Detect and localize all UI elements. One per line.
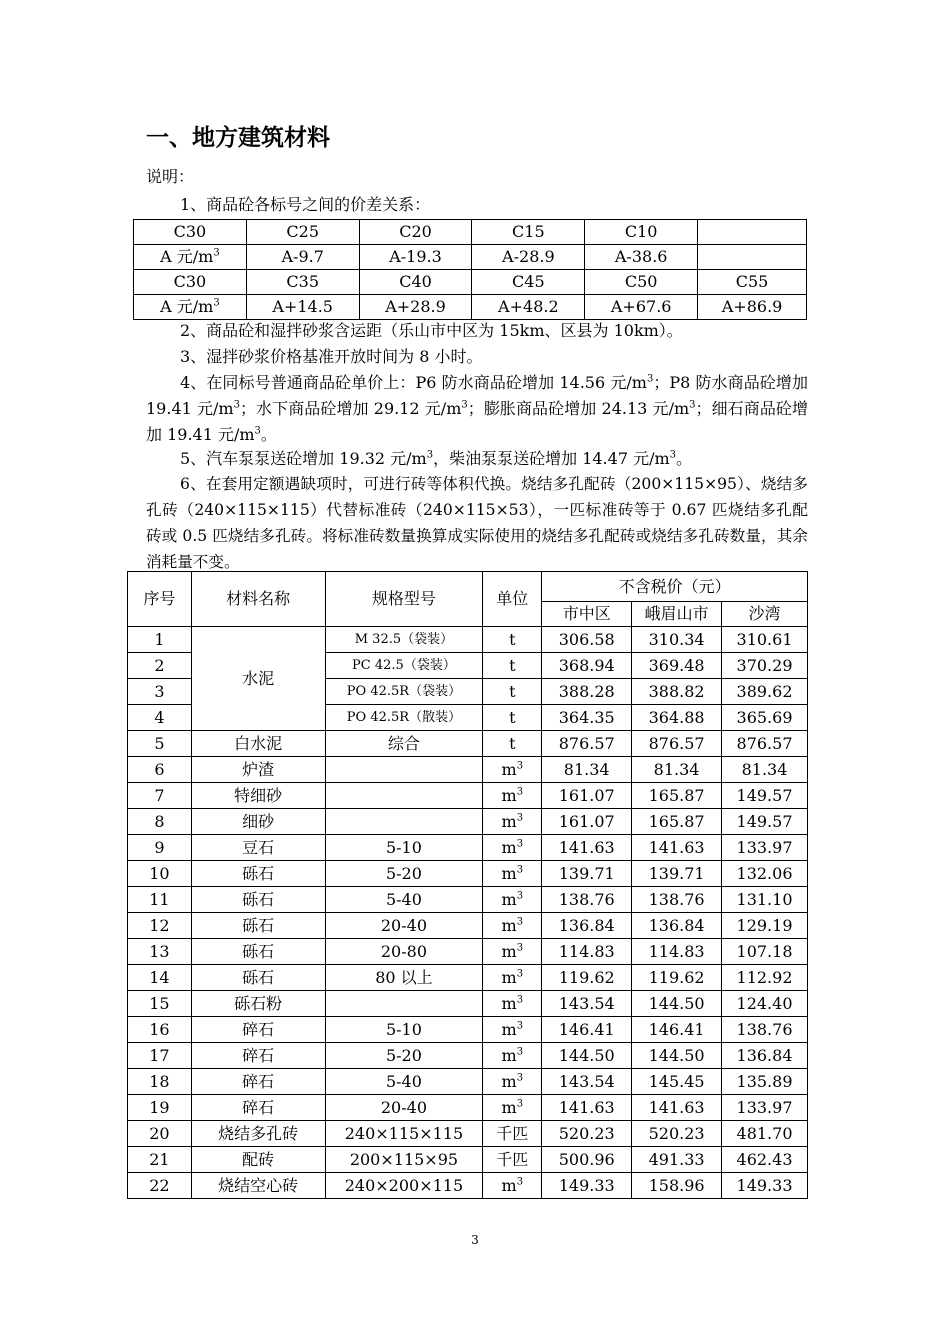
cell-price: 481.70 (722, 1121, 808, 1147)
table-row (128, 809, 808, 835)
table-row (128, 835, 808, 861)
cell-price: 141.63 (542, 1095, 632, 1121)
cell-price: 365.69 (722, 705, 808, 731)
cell-no: 3 (128, 679, 192, 705)
cell-unit: $m^3$ (483, 809, 542, 835)
grade-cell: A+14.5 (246, 295, 359, 320)
cell-price: 462.43 (722, 1147, 808, 1173)
cell-unit: 千匹 (483, 1121, 542, 1147)
grade-cell: A+48.2 (472, 295, 585, 320)
cell-no: 7 (128, 783, 192, 809)
cell-price: 144.50 (542, 1043, 632, 1069)
cell-name: 碎石 (191, 1043, 325, 1069)
cell-unit: t (483, 705, 542, 731)
cell-name: 豆石 (191, 835, 325, 861)
cell-price: 520.23 (632, 1121, 722, 1147)
grade-row (134, 270, 807, 295)
cell-price: 114.83 (632, 939, 722, 965)
cell-unit: t (483, 653, 542, 679)
cell-unit: $m^3$ (483, 913, 542, 939)
grade-cell: C10 (585, 220, 698, 245)
cell-price: 124.40 (722, 991, 808, 1017)
cell-price: 133.97 (722, 835, 808, 861)
grade-cell: A 元$/m^3$ (134, 245, 247, 270)
cell-price: 876.57 (722, 731, 808, 757)
cell-name: 碎石 (191, 1069, 325, 1095)
cell-price: 364.88 (632, 705, 722, 731)
cell-price: 143.54 (542, 1069, 632, 1095)
section-heading: 一、地方建筑材料 (146, 125, 330, 151)
table-row (128, 965, 808, 991)
cell-spec: 5-20 (325, 1043, 483, 1069)
cell-name: 砾石粉 (191, 991, 325, 1017)
cell-no: 12 (128, 913, 192, 939)
cell-unit: t (483, 627, 542, 653)
header-price-group: 不含税价（元） (542, 572, 808, 602)
cell-no: 6 (128, 757, 192, 783)
cell-unit: $m^3$ (483, 835, 542, 861)
cell-price: 132.06 (722, 861, 808, 887)
grade-row (134, 295, 807, 320)
cell-price: 119.62 (632, 965, 722, 991)
cell-price: 133.97 (722, 1095, 808, 1121)
cell-price: 165.87 (632, 783, 722, 809)
cell-price: 138.76 (542, 887, 632, 913)
cell-unit: t (483, 731, 542, 757)
cell-price: 158.96 (632, 1173, 722, 1199)
grade-cell: C15 (472, 220, 585, 245)
grade-cell: C35 (246, 270, 359, 295)
cell-unit: $m^3$ (483, 1043, 542, 1069)
table-row (128, 939, 808, 965)
cell-unit: $m^3$ (483, 991, 542, 1017)
cell-price: 129.19 (722, 913, 808, 939)
cell-spec (325, 991, 483, 1017)
grade-cell: C20 (359, 220, 472, 245)
cell-price: 81.34 (542, 757, 632, 783)
grade-cell: C30 (134, 220, 247, 245)
cell-price: 112.92 (722, 965, 808, 991)
note-6: 6、在套用定额遇缺项时，可进行砖等体积代换。烧结多孔配砖（200×115×95）、烧结多孔砖（240×115×115）代替标准砖（240×115×53），一匹标准砖等于 0.67 匹烧结多孔配砖或 0.5 匹烧结多孔砖。将标准砖数量换算成实际使用的烧结多孔配砖或烧结多孔砖数量，其余消耗量不变。 (146, 475, 808, 571)
grade-cell: C25 (246, 220, 359, 245)
grade-cell: A+28.9 (359, 295, 472, 320)
cell-spec (325, 809, 483, 835)
cell-price: 368.94 (542, 653, 632, 679)
cell-unit: $m^3$ (483, 939, 542, 965)
cell-price: 143.54 (542, 991, 632, 1017)
cell-price: 876.57 (542, 731, 632, 757)
table-row (128, 991, 808, 1017)
cell-price: 81.34 (722, 757, 808, 783)
cell-price: 138.76 (632, 887, 722, 913)
cell-spec: PC 42.5（袋装） (325, 653, 483, 679)
cell-name-cement: 水泥 (191, 627, 325, 731)
cell-price: 370.29 (722, 653, 808, 679)
cell-price: 388.28 (542, 679, 632, 705)
header-spec: 规格型号 (325, 572, 483, 627)
table-row (128, 1017, 808, 1043)
cell-spec: 20-40 (325, 1095, 483, 1121)
cell-price: 135.89 (722, 1069, 808, 1095)
cell-name: 砾石 (191, 861, 325, 887)
cell-name: 碎石 (191, 1095, 325, 1121)
cell-spec: PO 42.5R（袋装） (325, 679, 483, 705)
header-name: 材料名称 (191, 572, 325, 627)
cell-no: 11 (128, 887, 192, 913)
cell-price: 306.58 (542, 627, 632, 653)
grade-price-table (133, 219, 807, 320)
cell-spec: 综合 (325, 731, 483, 757)
page-number: 3 (471, 1233, 479, 1247)
header-region-2: 峨眉山市 (632, 602, 722, 627)
cell-no: 8 (128, 809, 192, 835)
cell-price: 364.35 (542, 705, 632, 731)
note-5: 5、汽车泵泵送砼增加 19.32 元$/m^3$，柴油泵泵送砼增加 14.47 元$/m^3$。 (180, 449, 693, 468)
grade-cell: C55 (698, 270, 807, 295)
cell-price: 138.76 (722, 1017, 808, 1043)
cell-spec: 5-10 (325, 835, 483, 861)
grade-cell: A 元$/m^3$ (134, 295, 247, 320)
cell-no: 14 (128, 965, 192, 991)
cell-spec: 5-10 (325, 1017, 483, 1043)
cell-price: 145.45 (632, 1069, 722, 1095)
cell-no: 17 (128, 1043, 192, 1069)
note-3: 3、湿拌砂浆价格基准开放时间为 8 小时。 (180, 347, 483, 366)
grade-cell: C30 (134, 270, 247, 295)
cell-price: 149.33 (542, 1173, 632, 1199)
cell-unit: $m^3$ (483, 965, 542, 991)
cell-price: 114.83 (542, 939, 632, 965)
cell-price: 161.07 (542, 783, 632, 809)
header-region-3: 沙湾 (722, 602, 808, 627)
cell-price: 136.84 (542, 913, 632, 939)
cell-price: 81.34 (632, 757, 722, 783)
cell-name: 配砖 (191, 1147, 325, 1173)
cell-spec: 80 以上 (325, 965, 483, 991)
cell-spec: 200×115×95 (325, 1147, 483, 1173)
grade-cell: A-28.9 (472, 245, 585, 270)
cell-price: 141.63 (632, 1095, 722, 1121)
cell-name: 砾石 (191, 939, 325, 965)
cell-no: 13 (128, 939, 192, 965)
header-unit: 单位 (483, 572, 542, 627)
header-no: 序号 (128, 572, 192, 627)
cell-spec: PO 42.5R（散装） (325, 705, 483, 731)
cell-no: 20 (128, 1121, 192, 1147)
cell-price: 149.57 (722, 783, 808, 809)
cell-unit: $m^3$ (483, 757, 542, 783)
cell-name: 碎石 (191, 1017, 325, 1043)
cell-price: 500.96 (542, 1147, 632, 1173)
cell-unit: $m^3$ (483, 1069, 542, 1095)
cell-unit: $m^3$ (483, 887, 542, 913)
intro-label: 说明： (146, 167, 195, 186)
cell-no: 21 (128, 1147, 192, 1173)
table-row (128, 1173, 808, 1199)
cell-price: 161.07 (542, 809, 632, 835)
cell-no: 22 (128, 1173, 192, 1199)
table-row (128, 913, 808, 939)
cell-price: 144.50 (632, 1043, 722, 1069)
material-price-table (127, 571, 808, 1199)
cell-spec: 5-20 (325, 861, 483, 887)
cell-name: 烧结空心砖 (191, 1173, 325, 1199)
table-row (128, 757, 808, 783)
cell-no: 2 (128, 653, 192, 679)
cell-price: 876.57 (632, 731, 722, 757)
cell-spec: 20-40 (325, 913, 483, 939)
cell-spec: 20-80 (325, 939, 483, 965)
cell-price: 388.82 (632, 679, 722, 705)
cell-name: 细砂 (191, 809, 325, 835)
cell-name: 白水泥 (191, 731, 325, 757)
cell-name: 砾石 (191, 913, 325, 939)
cell-no: 16 (128, 1017, 192, 1043)
cell-unit: 千匹 (483, 1147, 542, 1173)
header-row (128, 572, 808, 602)
table-row (128, 1043, 808, 1069)
cell-price: 310.61 (722, 627, 808, 653)
cell-spec: M 32.5（袋装） (325, 627, 483, 653)
cell-price: 149.57 (722, 809, 808, 835)
table-row (128, 627, 808, 653)
cell-no: 5 (128, 731, 192, 757)
cell-price: 146.41 (632, 1017, 722, 1043)
note-2: 2、商品砼和湿拌砂浆含运距（乐山市中区为 15km、区县为 10km）。 (180, 321, 683, 340)
cell-price: 369.48 (632, 653, 722, 679)
cell-unit: t (483, 679, 542, 705)
cell-name: 砾石 (191, 965, 325, 991)
table-row (128, 1095, 808, 1121)
cell-no: 9 (128, 835, 192, 861)
cell-no: 15 (128, 991, 192, 1017)
grade-cell: A-9.7 (246, 245, 359, 270)
cell-name: 炉渣 (191, 757, 325, 783)
grade-cell: C40 (359, 270, 472, 295)
grade-row (134, 220, 807, 245)
cell-name: 特细砂 (191, 783, 325, 809)
note-4: 4、在同标号普通商品砼单价上：P6 防水商品砼增加 14.56 元$/m^3$；P8 防水商品砼增加 19.41 元$/m^3$；水下商品砼增加 29.12 元$/m^3$；膨胀商品砼增加 24.13 元$/m^3$；细石商品砼增加 19.41 元$/m^3$。 (146, 373, 808, 444)
grade-cell: A+86.9 (698, 295, 807, 320)
cell-price: 491.33 (632, 1147, 722, 1173)
cell-name: 烧结多孔砖 (191, 1121, 325, 1147)
cell-spec: 240×200×115 (325, 1173, 483, 1199)
cell-unit: $m^3$ (483, 783, 542, 809)
cell-price: 107.18 (722, 939, 808, 965)
table-row (128, 783, 808, 809)
table-row (128, 1069, 808, 1095)
cell-price: 139.71 (632, 861, 722, 887)
cell-price: 131.10 (722, 887, 808, 913)
table-row (128, 731, 808, 757)
cell-price: 136.84 (632, 913, 722, 939)
table-row (128, 1121, 808, 1147)
grade-cell: C50 (585, 270, 698, 295)
cell-price: 139.71 (542, 861, 632, 887)
cell-no: 19 (128, 1095, 192, 1121)
cell-spec (325, 783, 483, 809)
cell-name: 砾石 (191, 887, 325, 913)
cell-no: 4 (128, 705, 192, 731)
cell-no: 1 (128, 627, 192, 653)
cell-unit: $m^3$ (483, 1017, 542, 1043)
grade-cell (698, 220, 807, 245)
grade-row (134, 245, 807, 270)
table-row (128, 861, 808, 887)
cell-price: 141.63 (632, 835, 722, 861)
cell-price: 310.34 (632, 627, 722, 653)
cell-unit: $m^3$ (483, 861, 542, 887)
grade-cell: C45 (472, 270, 585, 295)
cell-spec: 5-40 (325, 887, 483, 913)
cell-unit: $m^3$ (483, 1173, 542, 1199)
cell-price: 136.84 (722, 1043, 808, 1069)
cell-price: 119.62 (542, 965, 632, 991)
grade-cell (698, 245, 807, 270)
cell-price: 149.33 (722, 1173, 808, 1199)
header-region-1: 市中区 (542, 602, 632, 627)
cell-no: 10 (128, 861, 192, 887)
grade-cell: A-38.6 (585, 245, 698, 270)
cell-price: 165.87 (632, 809, 722, 835)
cell-spec: 5-40 (325, 1069, 483, 1095)
note-1: 1、商品砼各标号之间的价差关系： (180, 195, 431, 214)
cell-price: 144.50 (632, 991, 722, 1017)
grade-cell: A-19.3 (359, 245, 472, 270)
cell-spec: 240×115×115 (325, 1121, 483, 1147)
grade-cell: A+67.6 (585, 295, 698, 320)
table-row (128, 887, 808, 913)
cell-spec (325, 757, 483, 783)
cell-price: 141.63 (542, 835, 632, 861)
cell-price: 146.41 (542, 1017, 632, 1043)
table-row (128, 1147, 808, 1173)
cell-no: 18 (128, 1069, 192, 1095)
cell-price: 520.23 (542, 1121, 632, 1147)
cell-price: 389.62 (722, 679, 808, 705)
cell-unit: $m^3$ (483, 1095, 542, 1121)
